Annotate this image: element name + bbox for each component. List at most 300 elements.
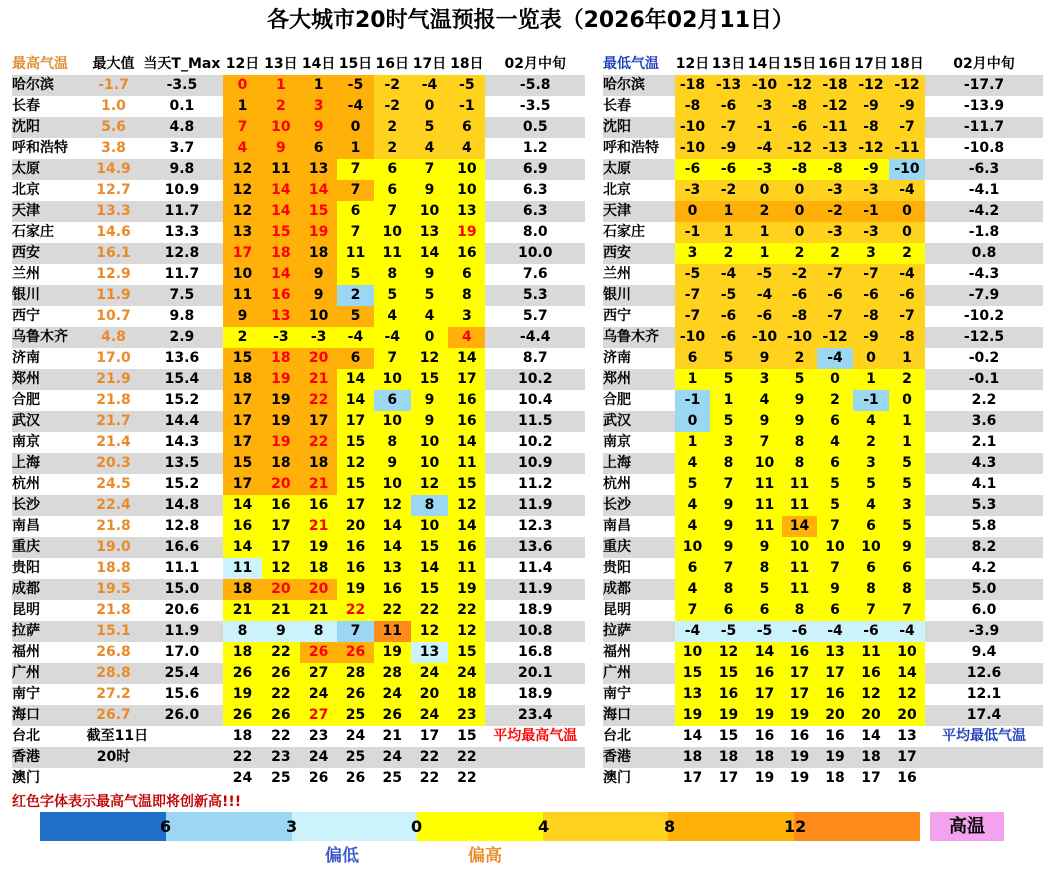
max-header-cell: 17日 — [412, 56, 447, 72]
city-name: 长沙 — [603, 495, 675, 516]
forecast-cell: 5 — [337, 264, 373, 285]
forecast-cell: 4 — [853, 495, 889, 516]
max-table-row — [12, 222, 585, 243]
legend-tick: 0 — [411, 817, 423, 836]
forecast-cell: 9 — [223, 306, 261, 327]
city-name: 上海 — [603, 453, 675, 474]
forecast-cell: 2 — [782, 243, 817, 264]
max-header-cell: 18日 — [450, 56, 484, 72]
city-name: 西宁 — [603, 308, 631, 324]
min-table-row — [603, 726, 1043, 747]
forecast-cell: 23 — [262, 747, 300, 768]
forecast-cell: 0 — [889, 201, 925, 222]
city-name: 成都 — [12, 579, 87, 600]
mid-month-avg: 6.9 — [485, 159, 585, 180]
forecast-cell: 10 — [374, 369, 411, 390]
forecast-cell: 18 — [262, 348, 300, 369]
page-title: 各大城市20时气温预报一览表（2026年02月11日） — [266, 8, 795, 33]
forecast-cell: -4 — [817, 621, 853, 642]
forecast-cell: -3 — [747, 159, 782, 180]
forecast-cell: 18 — [300, 243, 337, 264]
city-name: 郑州 — [603, 369, 675, 390]
forecast-cell: 18 — [747, 747, 782, 768]
forecast-cell: 4 — [675, 516, 710, 537]
max-table-row — [12, 96, 585, 117]
today-tmax: 4.8 — [140, 117, 223, 138]
city-name: 北京 — [603, 182, 631, 198]
forecast-cell: 6 — [817, 600, 853, 621]
mid-month-avg: -17.7 — [925, 75, 1043, 96]
forecast-cell: 16 — [747, 663, 782, 684]
forecast-cell: 11 — [262, 159, 300, 180]
forecast-cell: 26 — [374, 705, 411, 726]
forecast-cell: -9 — [853, 327, 889, 348]
city-name: 兰州 — [12, 266, 40, 282]
max-table-row — [12, 201, 585, 222]
mid-month-avg — [485, 747, 585, 768]
forecast-cell: 9 — [262, 138, 300, 159]
forecast-cell: 9 — [411, 411, 448, 432]
forecast-cell: 14 — [223, 495, 261, 516]
max-table-row — [12, 180, 585, 201]
mid-month-avg: 18.9 — [517, 686, 553, 702]
forecast-cell: -10 — [747, 327, 782, 348]
forecast-cell: 14 — [675, 726, 710, 747]
forecast-cell: 2 — [747, 201, 782, 222]
color-legend-bar — [40, 812, 920, 841]
forecast-cell: 14 — [411, 243, 448, 264]
mid-month-avg: 0.8 — [925, 243, 1043, 264]
forecast-cell: -4 — [747, 285, 782, 306]
forecast-cell: 2 — [817, 243, 853, 264]
forecast-cell: 9 — [411, 264, 448, 285]
forecast-cell: 27 — [300, 663, 337, 684]
forecast-cell: 24 — [223, 768, 261, 789]
forecast-cell: 1 — [889, 432, 925, 453]
forecast-cell: 12 — [411, 474, 448, 495]
forecast-cell: 19 — [747, 705, 782, 726]
forecast-cell: 15 — [411, 537, 448, 558]
max-value: 21.8 — [96, 602, 131, 618]
mid-month-avg: 2.2 — [971, 392, 997, 408]
today-tmax: 15.2 — [164, 476, 200, 492]
forecast-cell: -3 — [675, 180, 710, 201]
forecast-cell: 14 — [411, 558, 448, 579]
forecast-cell: 17 — [448, 369, 485, 390]
forecast-cell: -7 — [675, 306, 710, 327]
max-header-row — [12, 54, 585, 75]
max-table-row — [12, 285, 585, 306]
max-header-cell: 13日 — [264, 56, 298, 72]
forecast-cell: 17 — [853, 768, 889, 789]
city-name: 昆明 — [603, 602, 631, 618]
forecast-cell: -9 — [853, 96, 889, 117]
forecast-cell: -3 — [747, 96, 782, 117]
forecast-cell: 10 — [675, 642, 710, 663]
forecast-cell: 11 — [853, 642, 889, 663]
forecast-cell: -6 — [782, 117, 817, 138]
forecast-cell: 14 — [448, 516, 485, 537]
forecast-cell: 19 — [300, 222, 337, 243]
city-name: 杭州 — [12, 476, 40, 492]
forecast-cell: -5 — [710, 285, 747, 306]
forecast-cell: -7 — [675, 285, 710, 306]
forecast-cell: 11 — [782, 474, 817, 495]
forecast-cell: -12 — [853, 75, 889, 96]
forecast-cell: 1 — [675, 369, 710, 390]
forecast-cell: 12 — [411, 621, 448, 642]
max-header-cell: 最高气温 — [12, 56, 68, 72]
city-name: 兰州 — [603, 266, 631, 282]
forecast-cell: 17 — [223, 390, 261, 411]
forecast-cell: -4 — [889, 264, 925, 285]
min-header-cell: 02月中旬 — [953, 56, 1015, 72]
forecast-cell: -5 — [448, 75, 485, 96]
forecast-cell: 2 — [853, 432, 889, 453]
forecast-cell: 18 — [223, 579, 261, 600]
forecast-cell: 19 — [710, 705, 747, 726]
forecast-cell: 26 — [337, 684, 373, 705]
mid-month-avg: 12.6 — [925, 663, 1043, 684]
forecast-cell: 17 — [411, 726, 448, 747]
min-table-row — [603, 663, 1043, 684]
forecast-cell: 21 — [300, 600, 337, 621]
forecast-cell: 15 — [710, 663, 747, 684]
forecast-cell: -13 — [710, 75, 747, 96]
max-table-row — [12, 558, 585, 579]
forecast-cell: 25 — [337, 705, 373, 726]
forecast-cell: 10 — [782, 537, 817, 558]
forecast-cell: 10 — [889, 642, 925, 663]
city-name: 乌鲁木齐 — [603, 327, 675, 348]
today-tmax: 17.0 — [164, 644, 200, 660]
mid-month-avg: -4.4 — [485, 327, 585, 348]
forecast-cell: 25 — [337, 747, 373, 768]
mid-month-avg: 20.1 — [485, 663, 585, 684]
forecast-cell: 3 — [710, 432, 747, 453]
forecast-cell: 17 — [223, 432, 261, 453]
forecast-cell: 15 — [675, 663, 710, 684]
forecast-cell: -2 — [817, 201, 853, 222]
forecast-cell: -6 — [889, 285, 925, 306]
forecast-cell: 7 — [374, 348, 411, 369]
forecast-cell: 13 — [300, 159, 337, 180]
today-tmax: 15.4 — [140, 369, 223, 390]
max-table-row — [12, 579, 585, 600]
mid-month-avg: 5.0 — [925, 579, 1043, 600]
forecast-cell: 26 — [337, 642, 373, 663]
forecast-cell: 16 — [448, 390, 485, 411]
forecast-cell: 12 — [448, 495, 485, 516]
forecast-cell: -4 — [337, 327, 373, 348]
forecast-cell: 18 — [262, 453, 300, 474]
city-name: 拉萨 — [603, 621, 675, 642]
forecast-cell: 24 — [300, 747, 337, 768]
forecast-cell: 16 — [747, 726, 782, 747]
forecast-cell: 5 — [817, 495, 853, 516]
forecast-cell: 18 — [223, 642, 261, 663]
forecast-cell: -7 — [889, 306, 925, 327]
forecast-cell: 20 — [337, 516, 373, 537]
city-name: 贵阳 — [603, 560, 631, 576]
forecast-cell: 5 — [411, 117, 448, 138]
today-tmax: 2.9 — [140, 327, 223, 348]
max-table-row — [12, 768, 585, 789]
forecast-cell: 13 — [411, 642, 448, 663]
city-name: 天津 — [603, 201, 675, 222]
city-name: 合肥 — [603, 392, 631, 408]
forecast-cell: 3 — [448, 306, 485, 327]
forecast-cell: 11 — [782, 579, 817, 600]
forecast-cell: 17 — [782, 663, 817, 684]
min-table-row — [603, 684, 1043, 705]
legend-seg-pale-cyan — [292, 812, 417, 841]
forecast-cell: -9 — [710, 138, 747, 159]
forecast-cell: 19 — [337, 579, 373, 600]
forecast-cell: 8 — [710, 579, 747, 600]
forecast-cell: -4 — [411, 75, 448, 96]
mid-month-avg: 10.2 — [517, 434, 553, 450]
today-tmax: 9.8 — [140, 159, 223, 180]
forecast-cell: 9 — [300, 285, 337, 306]
forecast-cell: 0 — [675, 201, 710, 222]
max-value: 21.9 — [87, 369, 141, 390]
forecast-cell: 5 — [337, 306, 373, 327]
forecast-cell: 13 — [675, 684, 710, 705]
today-tmax — [140, 726, 223, 747]
forecast-cell: 16 — [448, 537, 485, 558]
min-table-row — [603, 75, 1043, 96]
forecast-cell: -1 — [747, 117, 782, 138]
today-tmax: 11.7 — [164, 266, 200, 282]
min-table-row — [603, 432, 1043, 453]
mid-month-avg: 10.4 — [517, 392, 553, 408]
today-tmax: 3.7 — [169, 140, 195, 156]
city-name: 海口 — [12, 705, 87, 726]
forecast-cell: -1 — [448, 96, 485, 117]
forecast-cell: 7 — [337, 159, 373, 180]
city-name: 西宁 — [12, 308, 40, 324]
forecast-cell: 7 — [817, 516, 853, 537]
forecast-cell: -10 — [889, 159, 925, 180]
forecast-cell: 9 — [300, 117, 337, 138]
max-table-row — [12, 306, 585, 327]
min-table-row — [603, 516, 1043, 537]
forecast-cell: 16 — [337, 558, 373, 579]
forecast-cell: -2 — [782, 264, 817, 285]
forecast-cell: 19 — [300, 537, 337, 558]
forecast-cell: -4 — [675, 621, 710, 642]
forecast-cell: 15 — [448, 474, 485, 495]
forecast-cell: 14 — [223, 537, 261, 558]
mid-month-avg: 6.3 — [522, 182, 548, 198]
max-value — [87, 768, 141, 789]
forecast-cell: 22 — [411, 747, 448, 768]
forecast-cell: 18 — [675, 747, 710, 768]
city-name: 重庆 — [12, 537, 87, 558]
min-header-cell: 12日 — [675, 56, 710, 72]
mid-month-avg: -13.9 — [963, 98, 1005, 114]
forecast-cell: 19 — [782, 768, 817, 789]
city-name: 合肥 — [12, 392, 40, 408]
forecast-cell: 19 — [782, 705, 817, 726]
forecast-cell: 11 — [448, 558, 485, 579]
max-value: 1.0 — [101, 98, 126, 114]
forecast-cell: 17 — [782, 684, 817, 705]
forecast-cell: 5 — [853, 474, 889, 495]
min-table-row — [603, 117, 1043, 138]
red-font-note: 红色字体表示最高气温即将创新高!!! — [12, 794, 242, 810]
forecast-cell: -1 — [675, 390, 710, 411]
forecast-cell: -10 — [782, 327, 817, 348]
city-name: 澳门 — [603, 770, 631, 786]
forecast-cell: 14 — [374, 516, 411, 537]
min-table-row — [603, 579, 1043, 600]
forecast-cell: 14 — [262, 264, 300, 285]
mid-month-avg: 5.7 — [522, 308, 548, 324]
forecast-cell: -4 — [889, 621, 925, 642]
forecast-cell: 14 — [889, 663, 925, 684]
min-table-row — [603, 411, 1043, 432]
forecast-cell: 6 — [675, 558, 710, 579]
forecast-cell: 13 — [374, 558, 411, 579]
forecast-cell: 10 — [300, 306, 337, 327]
forecast-cell: 23 — [448, 705, 485, 726]
forecast-cell: 4 — [817, 432, 853, 453]
min-table-row — [603, 264, 1043, 285]
forecast-cell: 16 — [710, 684, 747, 705]
max-table-row — [12, 348, 585, 369]
forecast-cell: 0 — [817, 369, 853, 390]
forecast-cell: 5 — [889, 453, 925, 474]
forecast-cell: 9 — [747, 411, 782, 432]
forecast-cell: 13 — [262, 306, 300, 327]
max-value: 14.9 — [87, 159, 141, 180]
mid-month-avg: -0.1 — [925, 369, 1043, 390]
legend-seg-orange — [668, 812, 794, 841]
mid-month-avg — [925, 768, 1043, 789]
city-name: 南京 — [603, 434, 631, 450]
forecast-cell: 8 — [374, 432, 411, 453]
city-name: 澳门 — [12, 770, 40, 786]
forecast-cell: 2 — [223, 327, 261, 348]
forecast-cell: 22 — [262, 684, 300, 705]
forecast-cell: 6 — [448, 264, 485, 285]
max-table-row — [12, 684, 585, 705]
forecast-cell: 15 — [300, 201, 337, 222]
max-value: 18.8 — [96, 560, 131, 576]
forecast-cell: -2 — [374, 96, 411, 117]
forecast-cell: 10 — [411, 453, 448, 474]
forecast-cell: 1 — [747, 243, 782, 264]
forecast-cell: 15 — [337, 432, 373, 453]
forecast-cell: 11 — [374, 243, 411, 264]
forecast-cell: 6 — [374, 180, 411, 201]
min-table-row — [603, 453, 1043, 474]
forecast-cell: 4 — [223, 138, 261, 159]
mid-month-avg: 11.9 — [485, 495, 585, 516]
max-header-cell: 12日 — [225, 56, 260, 72]
today-tmax — [140, 747, 223, 768]
forecast-cell: 18 — [223, 726, 261, 747]
forecast-cell: 6 — [448, 117, 485, 138]
forecast-cell: -3 — [262, 327, 300, 348]
forecast-cell: -5 — [710, 621, 747, 642]
forecast-cell: 8 — [853, 579, 889, 600]
forecast-cell: 13 — [817, 642, 853, 663]
max-value: 27.2 — [96, 686, 131, 702]
city-name: 石家庄 — [12, 224, 54, 240]
forecast-cell: 22 — [300, 432, 337, 453]
today-tmax: 13.3 — [164, 224, 200, 240]
mid-month-avg: -12.5 — [925, 327, 1043, 348]
forecast-cell: -11 — [817, 117, 853, 138]
forecast-cell: 22 — [262, 642, 300, 663]
max-value: 21.7 — [87, 411, 141, 432]
forecast-cell: 3 — [889, 495, 925, 516]
forecast-cell: 15 — [448, 642, 485, 663]
forecast-cell: 21 — [374, 726, 411, 747]
forecast-cell: 3 — [300, 96, 337, 117]
city-name: 沈阳 — [603, 117, 675, 138]
max-table-row — [12, 453, 585, 474]
forecast-cell: 11 — [223, 558, 261, 579]
forecast-cell: -12 — [853, 138, 889, 159]
min-temp-table — [603, 54, 1043, 789]
forecast-cell: 9 — [782, 390, 817, 411]
today-tmax: 12.8 — [164, 518, 200, 534]
forecast-cell: 20 — [300, 348, 337, 369]
max-table-row — [12, 390, 585, 411]
forecast-cell: 7 — [817, 558, 853, 579]
forecast-cell: -10 — [675, 117, 710, 138]
forecast-cell: 8 — [300, 621, 337, 642]
city-name: 呼和浩特 — [603, 140, 659, 156]
forecast-cell: -1 — [853, 201, 889, 222]
forecast-cell: -6 — [710, 327, 747, 348]
forecast-cell: 19 — [374, 642, 411, 663]
min-header-cell: 16日 — [818, 56, 852, 72]
forecast-cell: 20 — [817, 705, 853, 726]
forecast-cell: 17 — [223, 411, 261, 432]
mid-month-avg: 10.2 — [485, 369, 585, 390]
forecast-cell: 26 — [262, 705, 300, 726]
forecast-cell: 2 — [817, 390, 853, 411]
max-value: 14.6 — [96, 224, 131, 240]
forecast-cell: 14 — [374, 537, 411, 558]
forecast-cell: 12 — [853, 684, 889, 705]
forecast-cell: 6 — [374, 159, 411, 180]
min-table-row — [603, 768, 1043, 789]
today-tmax: 7.5 — [140, 285, 223, 306]
forecast-cell: -8 — [782, 306, 817, 327]
mid-month-avg: 12.1 — [966, 686, 1002, 702]
forecast-cell: -4 — [710, 264, 747, 285]
min-table-row — [603, 369, 1043, 390]
mid-month-avg: 10.9 — [485, 453, 585, 474]
min-table-row — [603, 390, 1043, 411]
city-name: 武汉 — [12, 411, 87, 432]
forecast-cell: 14 — [262, 201, 300, 222]
city-name: 哈尔滨 — [12, 75, 87, 96]
mid-month-avg: 7.6 — [522, 266, 548, 282]
forecast-cell: 16 — [817, 726, 853, 747]
forecast-cell: 9 — [710, 495, 747, 516]
forecast-cell: 11 — [782, 558, 817, 579]
forecast-cell: 6 — [675, 348, 710, 369]
forecast-cell: 22 — [300, 390, 337, 411]
min-table-row — [603, 558, 1043, 579]
